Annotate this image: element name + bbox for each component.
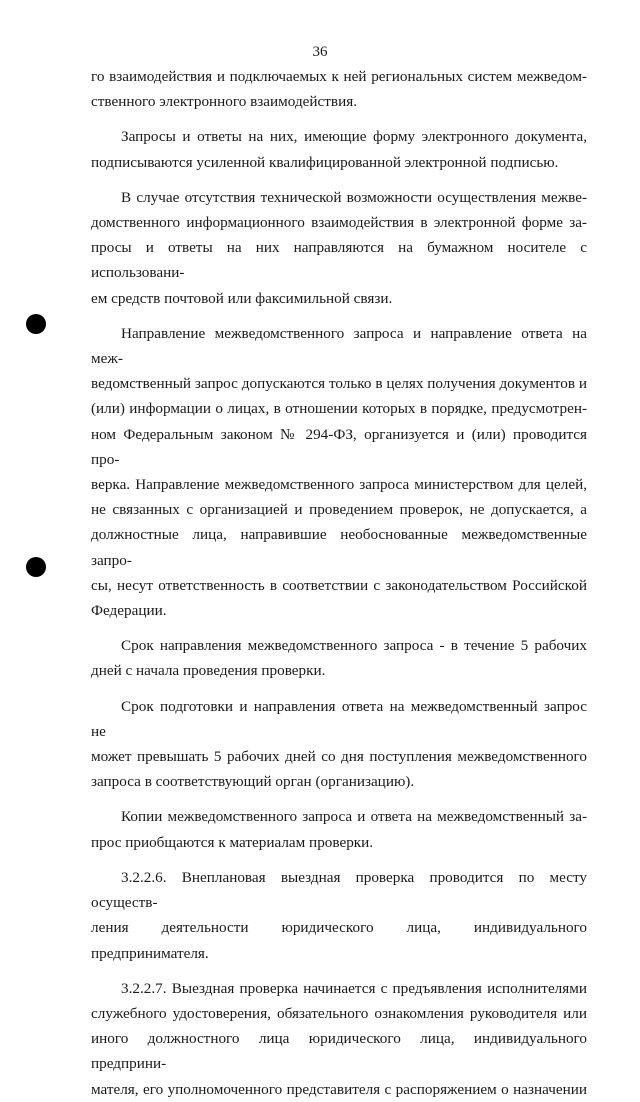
page-number: 36	[312, 44, 328, 60]
paragraph	[91, 321, 587, 623]
text-line: может превышать 5 рабочих дней со дня поступления межведомственного	[91, 748, 587, 766]
text-line: ведомственный запрос допускаются только в целях получения документов и	[91, 375, 587, 393]
text-line: просы и ответы на них направляются на бумажном носителе с использовани-	[91, 239, 587, 282]
punch-hole-bottom	[26, 557, 46, 577]
text-line: не связанных с организацией и проведением проверок, не допускается, а	[91, 501, 587, 519]
paragraph	[91, 185, 587, 311]
text-line: 3.2.2.6. Внеплановая выездная проверка проводится по месту осуществ-	[91, 868, 587, 912]
text-line: ем средств почтовой или факсимильной связи.	[91, 289, 393, 307]
paragraph	[91, 865, 587, 966]
text-line: ственного электронного взаимодействия.	[91, 93, 357, 111]
text-line: подписываются усиленной квалифицированной электронной подписью.	[91, 153, 559, 171]
text-line: служебного удостоверения, обязательного ознакомления руководителя или	[91, 1004, 587, 1022]
text-line: 3.2.2.7. Выездная проверка начинается с предъявления исполнителями	[121, 979, 587, 997]
text-line: дней с начала проведения проверки.	[91, 662, 326, 680]
text-line: сы, несут ответственность в соответствии с законодательством Российской	[91, 576, 587, 594]
text-line: должностные лица, направившие необоснованные межведомственные запро-	[91, 526, 587, 569]
paragraph	[91, 633, 587, 683]
text-line: иного должностного лица юридического лица, индивидуального предприни-	[91, 1030, 587, 1073]
text-line: Федерации.	[91, 602, 167, 620]
text-line: го взаимодействия и подключаемых к ней региональных систем межведом-	[91, 68, 587, 85]
paragraph	[91, 124, 587, 174]
text-line: Направление межведомственного запроса и направление ответа на меж-	[91, 324, 587, 368]
text-line: ном Федеральным законом № 294-ФЗ, организуется и (или) проводится про-	[91, 425, 587, 468]
punch-hole-top	[26, 314, 46, 334]
text-line: ления деятельности юридического лица, индивидуального предпринимателя.	[91, 919, 587, 962]
text-line: запроса в соответствующий орган (организацию).	[91, 773, 415, 791]
document-body	[91, 64, 587, 1102]
text-line: Срок подготовки и направления ответа на межведомственный запрос не	[91, 697, 587, 740]
text-line: Срок направления межведомственного запроса - в течение 5 рабочих	[121, 637, 587, 655]
text-line: (или) информации о лицах, в отношении которых в порядке, предусмотрен-	[91, 400, 587, 418]
text-line: мателя, его уполномоченного представителя с распоряжением о назначении	[91, 1080, 587, 1098]
text-line: домственного информационного взаимодействия в электронной форме за-	[91, 214, 587, 232]
paragraph	[91, 804, 587, 854]
text-line: прос приобщаются к материалам проверки.	[91, 833, 374, 851]
text-line: Копии межведомственного запроса и ответа на межведомственный за-	[121, 808, 587, 826]
paragraph	[91, 64, 587, 114]
text-line: В случае отсутствия технической возможности осуществления межве-	[121, 188, 587, 206]
text-line: Запросы и ответы на них, имеющие форму электронного документа,	[121, 128, 587, 146]
paragraph	[91, 694, 587, 795]
paragraph	[91, 976, 587, 1102]
text-line: верка. Направление межведомственного запроса министерством для целей,	[91, 476, 587, 494]
